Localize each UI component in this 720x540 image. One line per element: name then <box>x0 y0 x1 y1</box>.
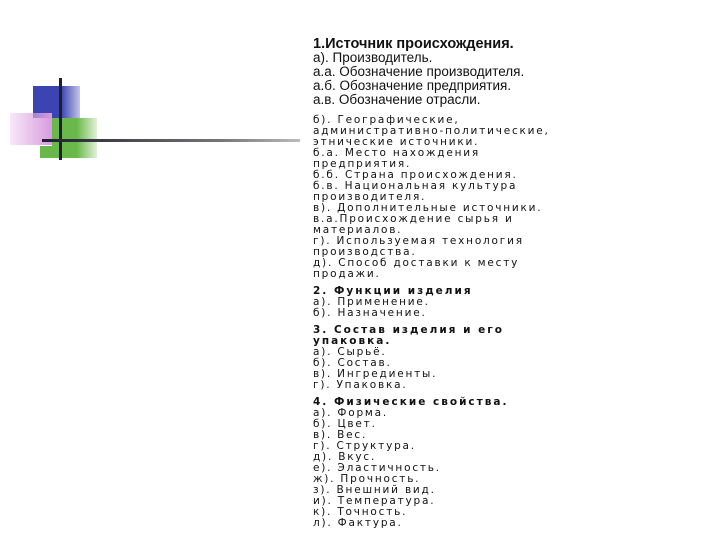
list-item: ж). Прочность. <box>313 473 421 485</box>
list-item: а). Производитель. <box>313 50 433 65</box>
list-item: в). Ингредиенты. <box>313 368 438 380</box>
list-item: а). Применение. <box>313 296 430 308</box>
list-item: б). Назначение. <box>313 307 427 319</box>
list-item: а). Сырьё. <box>313 346 387 358</box>
section-2 <box>313 286 713 319</box>
list-item: в). Вес. <box>313 429 368 441</box>
list-item: производства. <box>313 246 417 258</box>
decor-vertical-line <box>59 78 62 160</box>
list-item: административно-политические, <box>313 125 550 137</box>
list-item: г). Структура. <box>313 440 416 452</box>
list-item: л). Фактура. <box>313 517 403 529</box>
list-item: б). Географические, <box>313 114 460 126</box>
list-item: б.в. Национальная культура <box>313 180 518 192</box>
list-item: б). Состав. <box>313 357 392 369</box>
decor-horizontal-line <box>42 139 300 142</box>
list-item: а.а. Обозначение производителя. <box>313 64 525 79</box>
list-item: этнические источники. <box>313 136 480 148</box>
list-item: в). Дополнительные источники. <box>313 202 543 214</box>
decor-green-tab <box>40 146 54 158</box>
section-3 <box>313 325 713 391</box>
section-title: 4. Физические свойства. <box>313 396 509 408</box>
list-item: г). Используемая технология <box>313 235 524 247</box>
list-item: б). Цвет. <box>313 418 377 430</box>
list-item: а). Форма. <box>313 407 389 419</box>
list-item: производителя. <box>313 191 427 203</box>
list-item: д). Способ доставки к месту <box>313 257 520 269</box>
section-1-details <box>313 115 713 280</box>
list-item: продажи. <box>313 268 381 280</box>
list-item: к). Точность. <box>313 506 408 518</box>
list-item: д). Вкус. <box>313 451 377 463</box>
list-item: предприятия. <box>313 158 412 170</box>
text-column <box>313 37 713 535</box>
list-item: б.б. Страна происхождения. <box>313 169 518 181</box>
section-title: 2. Функции изделия <box>313 285 473 297</box>
section-4 <box>313 397 713 529</box>
list-item: а.б. Обозначение предприятия. <box>313 78 512 93</box>
list-item: а.в. Обозначение отрасли. <box>313 92 481 107</box>
list-item: г). Упаковка. <box>313 379 408 391</box>
list-item: е). Эластичность. <box>313 462 441 474</box>
list-item: з). Внешний вид. <box>313 484 436 496</box>
section-title: 3. Состав изделия и его <box>313 324 504 336</box>
list-item: материалов. <box>313 224 403 236</box>
section-1-header <box>313 37 713 107</box>
section-title: упаковка. <box>313 335 392 347</box>
list-item: в.а.Происхождение сырья и <box>313 213 514 225</box>
list-item: и). Температура. <box>313 495 436 507</box>
section-title: 1.Источник происхождения. <box>313 36 514 52</box>
list-item: б.а. Место нахождения <box>313 147 481 159</box>
